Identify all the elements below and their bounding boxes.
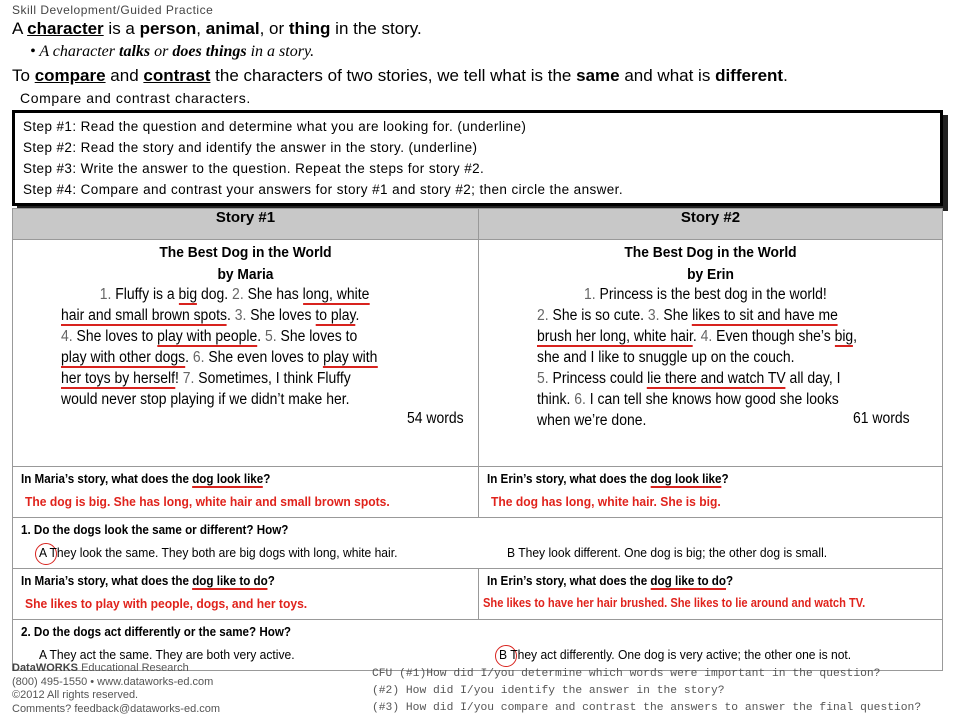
publisher-contact: (800) 495-1550 • www.dataworks-ed.com bbox=[12, 675, 214, 688]
story2-line: she and I like to snuggle up on the couch. bbox=[537, 349, 795, 366]
mc1-option-b: B They look different. One dog is big; the other dog is small. bbox=[507, 545, 828, 560]
q1-left-cell bbox=[13, 467, 479, 518]
story2-author: by Erin bbox=[687, 266, 734, 283]
story2-line: 5. Princess could lie there and watch TV all day, I bbox=[537, 370, 841, 387]
publisher-footer bbox=[12, 662, 220, 716]
story1-word-count: 54 words bbox=[407, 410, 464, 427]
q2-right-answer: She likes to have her hair brushed. She likes to lie around and watch TV. bbox=[483, 596, 866, 610]
cfu-line-2: (#2) How did I/you identify the answer in the story? bbox=[372, 685, 725, 697]
q2-left-cell bbox=[13, 569, 479, 620]
story1-cell bbox=[13, 240, 479, 467]
story1-line: hair and small brown spots. 3. She loves to play. bbox=[61, 307, 360, 324]
q1-left-question: In Maria’s story, what does the dog look like? bbox=[21, 472, 271, 486]
story2-line: brush her long, white hair. 4. Even though she’s big, bbox=[537, 328, 858, 345]
publisher-name: DataWORKS Educational Research bbox=[12, 662, 189, 674]
steps-box bbox=[12, 110, 943, 206]
story1-line: would never stop playing if we didn’t make her. bbox=[61, 391, 350, 408]
mc2-option-a: A They act the same. They are both very active. bbox=[39, 647, 295, 662]
character-bullet: • A character talks or does things in a story. bbox=[30, 43, 315, 60]
q1-left-answer: The dog is big. She has long, white hair and small brown spots. bbox=[25, 494, 390, 509]
mc1-question: 1. Do the dogs look the same or different? How? bbox=[21, 523, 289, 537]
step-4: Step #4: Compare and contrast your answers for story #1 and story #2; then circle the answer. bbox=[23, 182, 623, 197]
story1-line: her toys by herself! 7. Sometimes, I think Fluffy bbox=[61, 370, 351, 387]
learning-objective: Compare and contrast characters. bbox=[20, 90, 251, 106]
story1-title: The Best Dog in the World bbox=[159, 244, 332, 261]
story1-line: play with other dogs. 6. She even loves to play with bbox=[61, 349, 378, 366]
story2-line: 1. Princess is the best dog in the world! bbox=[584, 286, 827, 303]
mc1-option-a: A They look the same. They both are big dogs with long, white hair. bbox=[39, 545, 398, 560]
cfu-line-3: (#3) How did I/you compare and contrast the answers to answer the final question? bbox=[372, 702, 922, 714]
story1-line: 1. Fluffy is a big dog. 2. She has long, white bbox=[99, 286, 370, 303]
q2-left-answer: She likes to play with people, dogs, and her toys. bbox=[25, 596, 308, 611]
step-2: Step #2: Read the story and identify the answer in the story. (underline) bbox=[23, 140, 478, 155]
story2-line: when we’re done. bbox=[537, 412, 647, 429]
mc1-cell bbox=[13, 518, 943, 569]
mc2-question: 2. Do the dogs act differently or the same? How? bbox=[21, 625, 292, 639]
mc2-option-b: B They act differently. One dog is very active; the other one is not. bbox=[499, 647, 852, 662]
feedback-contact: Comments? feedback@dataworks-ed.com bbox=[12, 702, 221, 715]
story2-header: Story #2 bbox=[479, 209, 943, 240]
cfu-line-1: CFU (#1)How did I/you determine which words were important in the question? bbox=[372, 668, 881, 680]
cfu-questions bbox=[372, 666, 921, 717]
q1-right-question: In Erin’s story, what does the dog look like? bbox=[487, 472, 729, 486]
compare-contrast-definition: To compare and contrast the characters of two stories, we tell what is the same and what is different. bbox=[12, 66, 788, 85]
step-1: Step #1: Read the question and determine what you are looking for. (underline) bbox=[23, 119, 527, 134]
q2-right-cell bbox=[479, 569, 943, 620]
q1-right-answer: The dog has long, white hair. She is big. bbox=[491, 494, 721, 509]
q2-left-question: In Maria’s story, what does the dog like to do? bbox=[21, 574, 275, 588]
story2-line: think. 6. I can tell she knows how good she looks bbox=[537, 391, 839, 408]
story1-author: by Maria bbox=[217, 266, 274, 283]
story2-title: The Best Dog in the World bbox=[624, 244, 797, 261]
copyright: ©2012 All rights reserved. bbox=[12, 689, 139, 701]
q1-right-cell bbox=[479, 467, 943, 518]
story1-header: Story #1 bbox=[13, 209, 479, 240]
story2-word-count: 61 words bbox=[853, 410, 910, 427]
step-3: Step #3: Write the answer to the question. Repeat the steps for story #2. bbox=[23, 161, 485, 176]
story1-line: 4. She loves to play with people. 5. She loves to bbox=[61, 328, 358, 345]
section-label: Skill Development/Guided Practice bbox=[12, 3, 214, 17]
story2-cell bbox=[479, 240, 943, 467]
character-definition: A character is a person, animal, or thing in the story. bbox=[12, 19, 422, 38]
story2-line: 2. She is so cute. 3. She likes to sit and have me bbox=[537, 307, 838, 324]
q2-right-question: In Erin’s story, what does the dog like to do? bbox=[487, 574, 734, 588]
story-comparison-table bbox=[12, 208, 943, 671]
